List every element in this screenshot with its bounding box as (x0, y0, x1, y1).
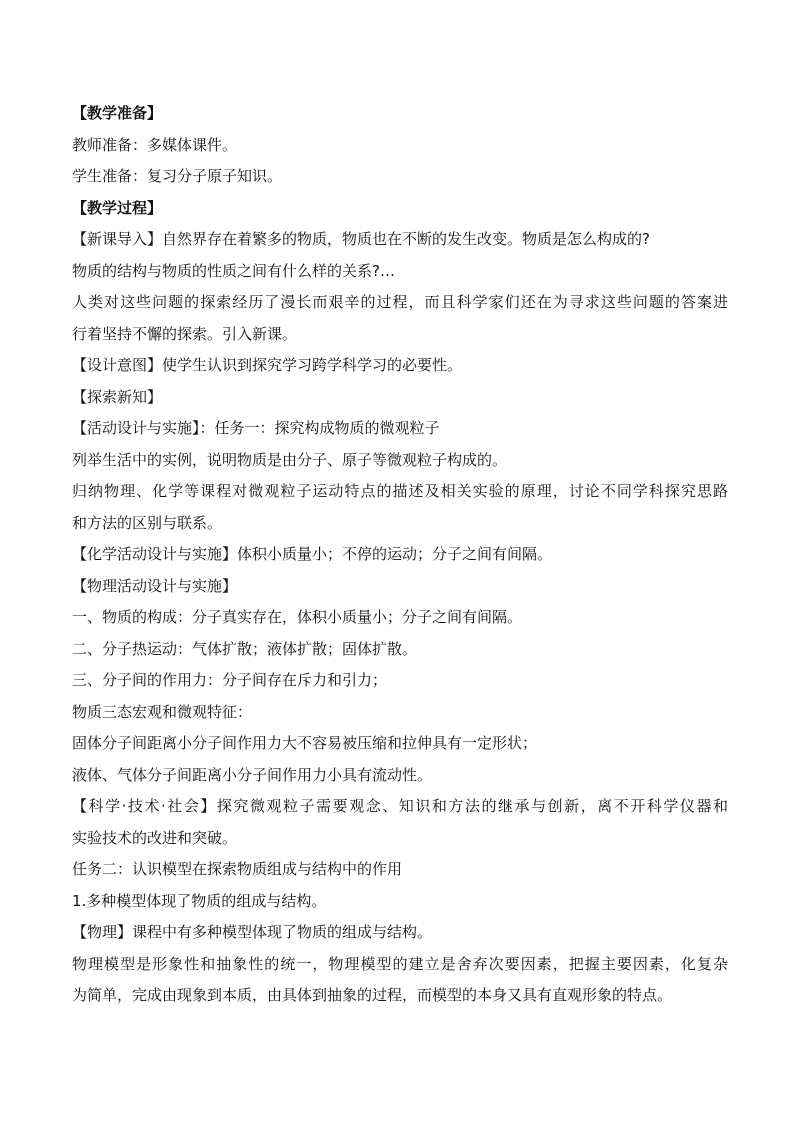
text-line: 物理模型是形象性和抽象性的统一，物理模型的建立是舍弃次要因素，把握主要因素，化复杂 (72, 954, 728, 973)
section-heading: 【教学准备】 (72, 104, 163, 122)
text-line: 【化学活动设计与实施】体积小质量小；不停的运动；分子之间有间隔。 (72, 545, 553, 563)
text-line: 【设计意图】使学生认识到探究学习跨学科学习的必要性。 (72, 356, 463, 374)
text-line: 学生准备：复习分子原子知识。 (72, 167, 283, 185)
text-line: 【物理活动设计与实施】 (72, 576, 238, 595)
text-line: 教师准备：多媒体课件。 (72, 135, 238, 154)
text-line: 液体、气体分子间距离小分子间作用力小具有流动性。 (72, 765, 433, 784)
text-line: 一、物质的构成：分子真实存在，体积小质量小；分子之间有间隔。 (72, 608, 523, 626)
text-line: 实验技术的改进和突破。 (72, 828, 238, 847)
text-line: 【探索新知】 (72, 387, 163, 406)
text-line: 物质的结构与物质的性质之间有什么样的关系?… (72, 261, 395, 280)
text-line: 行着坚持不懈的探索。引入新课。 (72, 324, 298, 343)
text-line: 二、分子热运动：气体扩散；液体扩散；固体扩散。 (72, 639, 418, 658)
text-line: 物质三态宏观和微观特征： (72, 702, 253, 721)
document-body (72, 98, 728, 1012)
text-line: 【活动设计与实施】：任务一：探究构成物质的微观粒子 (72, 419, 440, 437)
section-heading: 【教学过程】 (72, 198, 163, 217)
text-line: 为简单，完成由现象到本质，由具体到抽象的过程，而模型的本身又具有直观形象的特点。 (72, 986, 673, 1004)
text-line: 人类对这些问题的探索经历了漫长而艰辛的过程，而且科学家们还在为寻求这些问题的答案进 (72, 293, 728, 311)
text-line: 【物理】课程中有多种模型体现了物质的组成与结构。 (72, 923, 433, 941)
text-line: 【科学·技术·社会】探究微观粒子需要观念、知识和方法的继承与创新，离不开科学仪器和 (72, 797, 728, 815)
text-line: 1.多种模型体现了物质的组成与结构。 (72, 891, 327, 910)
text-line: 列举生活中的实例，说明物质是由分子、原子等微观粒子构成的。 (72, 450, 508, 469)
text-line: 固体分子间距离小分子间作用力大不容易被压缩和拉伸具有一定形状； (72, 734, 538, 752)
text-line: 归纳物理、化学等课程对微观粒子运动特点的描述及相关实验的原理，讨论不同学科探究思路 (72, 482, 728, 500)
text-line: 【新课导入】自然界存在着繁多的物质，物质也在不断的发生改变。物质是怎么构成的? (72, 230, 650, 248)
text-line: 三、分子间的作用力：分子间存在斥力和引力； (72, 671, 388, 689)
text-line: 和方法的区别与联系。 (72, 513, 223, 532)
text-line: 任务二：认识模型在探索物质组成与结构中的作用 (72, 860, 403, 878)
